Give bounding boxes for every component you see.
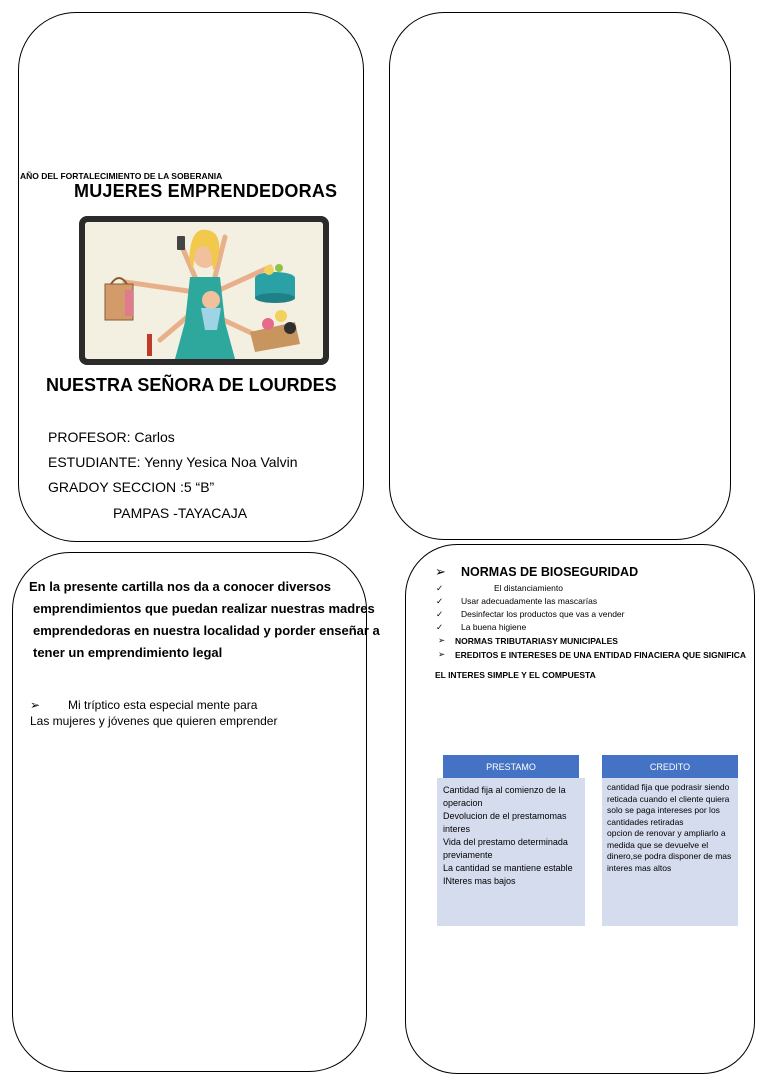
- loan-line-2: Devolucion de el prestamomas interes: [443, 811, 567, 834]
- loan-line-5: INteres mas bajos: [443, 876, 516, 886]
- loan-column: [443, 755, 579, 778]
- interest-types-line: EL INTERES SIMPLE Y EL COMPUESTA: [435, 670, 596, 680]
- audience-line-1: Mi tríptico esta especial mente para: [68, 698, 258, 712]
- arrow-bullet-icon: ➢: [438, 635, 446, 645]
- check-item-4: La buena higiene: [461, 622, 527, 632]
- entrepreneur-illustration: [79, 216, 329, 365]
- blank-panel: [389, 12, 731, 540]
- arrow-bullet-icon: ➢: [438, 649, 446, 659]
- credit-line-4: interes mas altos: [607, 862, 672, 873]
- loan-header: PRESTAMO: [443, 755, 579, 778]
- location-line: PAMPAS -TAYACAJA: [113, 505, 248, 521]
- credit-line-2: solo se paga intereses por los cantidades retiradas: [607, 805, 720, 827]
- credit-line-3: opcion de renovar y ampliarlo a medida que se devuelve el dinero,se podra disponer de mas: [607, 828, 732, 861]
- loan-line-4: La cantidad se mantiene estable: [443, 863, 573, 873]
- loan-cell: [437, 778, 585, 926]
- tax-rules-item: NORMAS TRIBUTARIASY MUNICIPALES: [455, 636, 618, 646]
- student-line: ESTUDIANTE: Yenny Yesica Noa Valvin: [48, 454, 298, 470]
- credit-column: [602, 755, 738, 778]
- intro-line-1: En la presente cartilla nos da a conocer diversos: [29, 579, 332, 594]
- cover-title: MUJERES EMPRENDEDORAS: [74, 181, 338, 201]
- credit-line-1: cantidad fija que podrasir siendo reticada cuando el cliente quiera: [607, 782, 730, 804]
- grade-line: GRADOY SECCION :5 “B”: [48, 479, 215, 495]
- audience-line-2: Las mujeres y jóvenes que quieren emprender: [30, 714, 278, 728]
- credit-header: CREDITO: [602, 755, 738, 778]
- check-item-2: Usar adecuadamente las mascarías: [461, 596, 598, 606]
- teacher-line: PROFESOR: Carlos: [48, 429, 175, 445]
- check-icon: ✓: [436, 609, 444, 619]
- check-icon: ✓: [436, 583, 444, 593]
- check-item-3: Desinfectar los productos que vas a vender: [461, 609, 625, 619]
- biosecurity-heading: NORMAS DE BIOSEGURIDAD: [461, 565, 639, 579]
- loan-line-1: Cantidad fija al comienzo de la operacion: [443, 785, 566, 808]
- credit-cell: [602, 778, 738, 926]
- credits-interest-item: EREDITOS E INTERESES DE UNA ENTIDAD FINACIERA QUE SIGNIFICA: [455, 650, 747, 660]
- loan-line-3: Vida del prestamo determinada previamente: [443, 837, 568, 860]
- intro-line-2: emprendimientos que puedan realizar nuestras madres: [33, 601, 375, 616]
- intro-line-4: tener un emprendimiento legal: [33, 645, 223, 660]
- year-motto: AÑO DEL FORTALECIMIENTO DE LA SOBERANIA: [20, 171, 223, 181]
- check-icon: ✓: [436, 596, 444, 606]
- multitasking-woman-image: [85, 222, 323, 359]
- school-name: NUESTRA SEÑORA DE LOURDES: [46, 375, 337, 395]
- arrow-bullet-icon: ➢: [435, 564, 446, 579]
- check-icon: ✓: [436, 622, 444, 632]
- arrow-bullet-icon: ➢: [30, 698, 41, 712]
- check-item-1: El distanciamiento: [494, 583, 563, 593]
- intro-line-3: emprendedoras en nuestra localidad y porder enseñar a: [33, 623, 380, 638]
